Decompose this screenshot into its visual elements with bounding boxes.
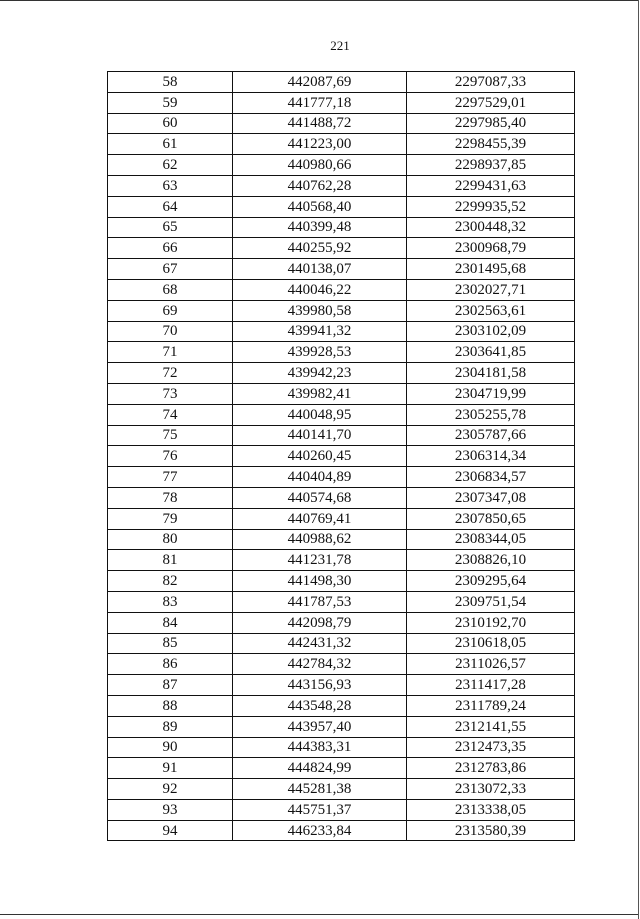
table-row [108, 383, 575, 404]
coordinates-table [107, 71, 575, 841]
table-row [108, 363, 575, 384]
x-coordinate-cell: 440568,40 [233, 196, 407, 217]
table-row [108, 612, 575, 633]
y-coordinate-cell: 2310192,70 [407, 612, 575, 633]
point-number-cell: 76 [108, 446, 233, 467]
table-row [108, 217, 575, 238]
point-number-cell: 93 [108, 799, 233, 820]
x-coordinate-cell: 443156,93 [233, 675, 407, 696]
y-coordinate-cell: 2308826,10 [407, 550, 575, 571]
point-number-cell: 66 [108, 238, 233, 259]
point-number-cell: 85 [108, 633, 233, 654]
table-row [108, 820, 575, 841]
table-row [108, 113, 575, 134]
table-row [108, 737, 575, 758]
table-row [108, 508, 575, 529]
y-coordinate-cell: 2305787,66 [407, 425, 575, 446]
x-coordinate-cell: 440138,07 [233, 259, 407, 280]
y-coordinate-cell: 2312141,55 [407, 716, 575, 737]
y-coordinate-cell: 2304719,99 [407, 383, 575, 404]
y-coordinate-cell: 2301495,68 [407, 259, 575, 280]
point-number-cell: 84 [108, 612, 233, 633]
y-coordinate-cell: 2303102,09 [407, 321, 575, 342]
point-number-cell: 88 [108, 695, 233, 716]
y-coordinate-cell: 2310618,05 [407, 633, 575, 654]
point-number-cell: 60 [108, 113, 233, 134]
point-number-cell: 72 [108, 363, 233, 384]
x-coordinate-cell: 440988,62 [233, 529, 407, 550]
x-coordinate-cell: 440574,68 [233, 487, 407, 508]
table-row [108, 238, 575, 259]
point-number-cell: 71 [108, 342, 233, 363]
table-row [108, 175, 575, 196]
x-coordinate-cell: 445281,38 [233, 779, 407, 800]
table-row [108, 134, 575, 155]
x-coordinate-cell: 440255,92 [233, 238, 407, 259]
table-row [108, 675, 575, 696]
x-coordinate-cell: 442087,69 [233, 72, 407, 93]
point-number-cell: 75 [108, 425, 233, 446]
point-number-cell: 73 [108, 383, 233, 404]
y-coordinate-cell: 2298455,39 [407, 134, 575, 155]
x-coordinate-cell: 441498,30 [233, 571, 407, 592]
y-coordinate-cell: 2298937,85 [407, 155, 575, 176]
x-coordinate-cell: 441223,00 [233, 134, 407, 155]
x-coordinate-cell: 443957,40 [233, 716, 407, 737]
table-row [108, 300, 575, 321]
y-coordinate-cell: 2307850,65 [407, 508, 575, 529]
table-row [108, 487, 575, 508]
table-row [108, 799, 575, 820]
x-coordinate-cell: 440046,22 [233, 279, 407, 300]
point-number-cell: 62 [108, 155, 233, 176]
x-coordinate-cell: 439980,58 [233, 300, 407, 321]
page-number: 221 [330, 38, 350, 53]
x-coordinate-cell: 442098,79 [233, 612, 407, 633]
point-number-cell: 70 [108, 321, 233, 342]
table-row [108, 779, 575, 800]
y-coordinate-cell: 2306314,34 [407, 446, 575, 467]
coordinates-table-body [108, 72, 575, 841]
point-number-cell: 94 [108, 820, 233, 841]
y-coordinate-cell: 2313072,33 [407, 779, 575, 800]
point-number-cell: 79 [108, 508, 233, 529]
page-right-border [638, 0, 639, 919]
point-number-cell: 78 [108, 487, 233, 508]
x-coordinate-cell: 440141,70 [233, 425, 407, 446]
table-row [108, 279, 575, 300]
x-coordinate-cell: 444383,31 [233, 737, 407, 758]
x-coordinate-cell: 439928,53 [233, 342, 407, 363]
table-row [108, 155, 575, 176]
y-coordinate-cell: 2297087,33 [407, 72, 575, 93]
point-number-cell: 59 [108, 92, 233, 113]
y-coordinate-cell: 2297529,01 [407, 92, 575, 113]
y-coordinate-cell: 2308344,05 [407, 529, 575, 550]
table-row [108, 571, 575, 592]
point-number-cell: 92 [108, 779, 233, 800]
point-number-cell: 68 [108, 279, 233, 300]
x-coordinate-cell: 443548,28 [233, 695, 407, 716]
y-coordinate-cell: 2302027,71 [407, 279, 575, 300]
x-coordinate-cell: 440769,41 [233, 508, 407, 529]
table-row [108, 654, 575, 675]
point-number-cell: 82 [108, 571, 233, 592]
x-coordinate-cell: 441777,18 [233, 92, 407, 113]
table-row [108, 758, 575, 779]
point-number-cell: 83 [108, 591, 233, 612]
y-coordinate-cell: 2303641,85 [407, 342, 575, 363]
table-row [108, 467, 575, 488]
table-row [108, 529, 575, 550]
point-number-cell: 69 [108, 300, 233, 321]
y-coordinate-cell: 2299935,52 [407, 196, 575, 217]
x-coordinate-cell: 440048,95 [233, 404, 407, 425]
y-coordinate-cell: 2311789,24 [407, 695, 575, 716]
point-number-cell: 77 [108, 467, 233, 488]
table-row [108, 342, 575, 363]
x-coordinate-cell: 444824,99 [233, 758, 407, 779]
table-row [108, 716, 575, 737]
x-coordinate-cell: 440762,28 [233, 175, 407, 196]
table-row [108, 259, 575, 280]
x-coordinate-cell: 440260,45 [233, 446, 407, 467]
table-row [108, 72, 575, 93]
point-number-cell: 81 [108, 550, 233, 571]
y-coordinate-cell: 2313580,39 [407, 820, 575, 841]
table-row [108, 550, 575, 571]
table-row [108, 633, 575, 654]
page-top-border [0, 0, 638, 1]
y-coordinate-cell: 2309751,54 [407, 591, 575, 612]
point-number-cell: 58 [108, 72, 233, 93]
y-coordinate-cell: 2311026,57 [407, 654, 575, 675]
x-coordinate-cell: 442784,32 [233, 654, 407, 675]
x-coordinate-cell: 446233,84 [233, 820, 407, 841]
x-coordinate-cell: 439941,32 [233, 321, 407, 342]
y-coordinate-cell: 2300968,79 [407, 238, 575, 259]
page-bottom-border [0, 914, 638, 915]
table-row [108, 695, 575, 716]
y-coordinate-cell: 2312783,86 [407, 758, 575, 779]
table-row [108, 321, 575, 342]
y-coordinate-cell: 2312473,35 [407, 737, 575, 758]
point-number-cell: 91 [108, 758, 233, 779]
y-coordinate-cell: 2306834,57 [407, 467, 575, 488]
point-number-cell: 80 [108, 529, 233, 550]
y-coordinate-cell: 2313338,05 [407, 799, 575, 820]
point-number-cell: 89 [108, 716, 233, 737]
point-number-cell: 63 [108, 175, 233, 196]
y-coordinate-cell: 2297985,40 [407, 113, 575, 134]
point-number-cell: 64 [108, 196, 233, 217]
x-coordinate-cell: 439942,23 [233, 363, 407, 384]
point-number-cell: 90 [108, 737, 233, 758]
y-coordinate-cell: 2302563,61 [407, 300, 575, 321]
point-number-cell: 65 [108, 217, 233, 238]
x-coordinate-cell: 439982,41 [233, 383, 407, 404]
y-coordinate-cell: 2307347,08 [407, 487, 575, 508]
y-coordinate-cell: 2311417,28 [407, 675, 575, 696]
point-number-cell: 74 [108, 404, 233, 425]
y-coordinate-cell: 2300448,32 [407, 217, 575, 238]
point-number-cell: 61 [108, 134, 233, 155]
x-coordinate-cell: 441488,72 [233, 113, 407, 134]
x-coordinate-cell: 442431,32 [233, 633, 407, 654]
y-coordinate-cell: 2309295,64 [407, 571, 575, 592]
y-coordinate-cell: 2299431,63 [407, 175, 575, 196]
point-number-cell: 67 [108, 259, 233, 280]
point-number-cell: 87 [108, 675, 233, 696]
y-coordinate-cell: 2305255,78 [407, 404, 575, 425]
x-coordinate-cell: 441787,53 [233, 591, 407, 612]
table-row [108, 92, 575, 113]
point-number-cell: 86 [108, 654, 233, 675]
x-coordinate-cell: 441231,78 [233, 550, 407, 571]
table-row [108, 425, 575, 446]
x-coordinate-cell: 440404,89 [233, 467, 407, 488]
table-row [108, 446, 575, 467]
table-row [108, 404, 575, 425]
x-coordinate-cell: 440980,66 [233, 155, 407, 176]
x-coordinate-cell: 440399,48 [233, 217, 407, 238]
x-coordinate-cell: 445751,37 [233, 799, 407, 820]
table-row [108, 591, 575, 612]
table-row [108, 196, 575, 217]
y-coordinate-cell: 2304181,58 [407, 363, 575, 384]
